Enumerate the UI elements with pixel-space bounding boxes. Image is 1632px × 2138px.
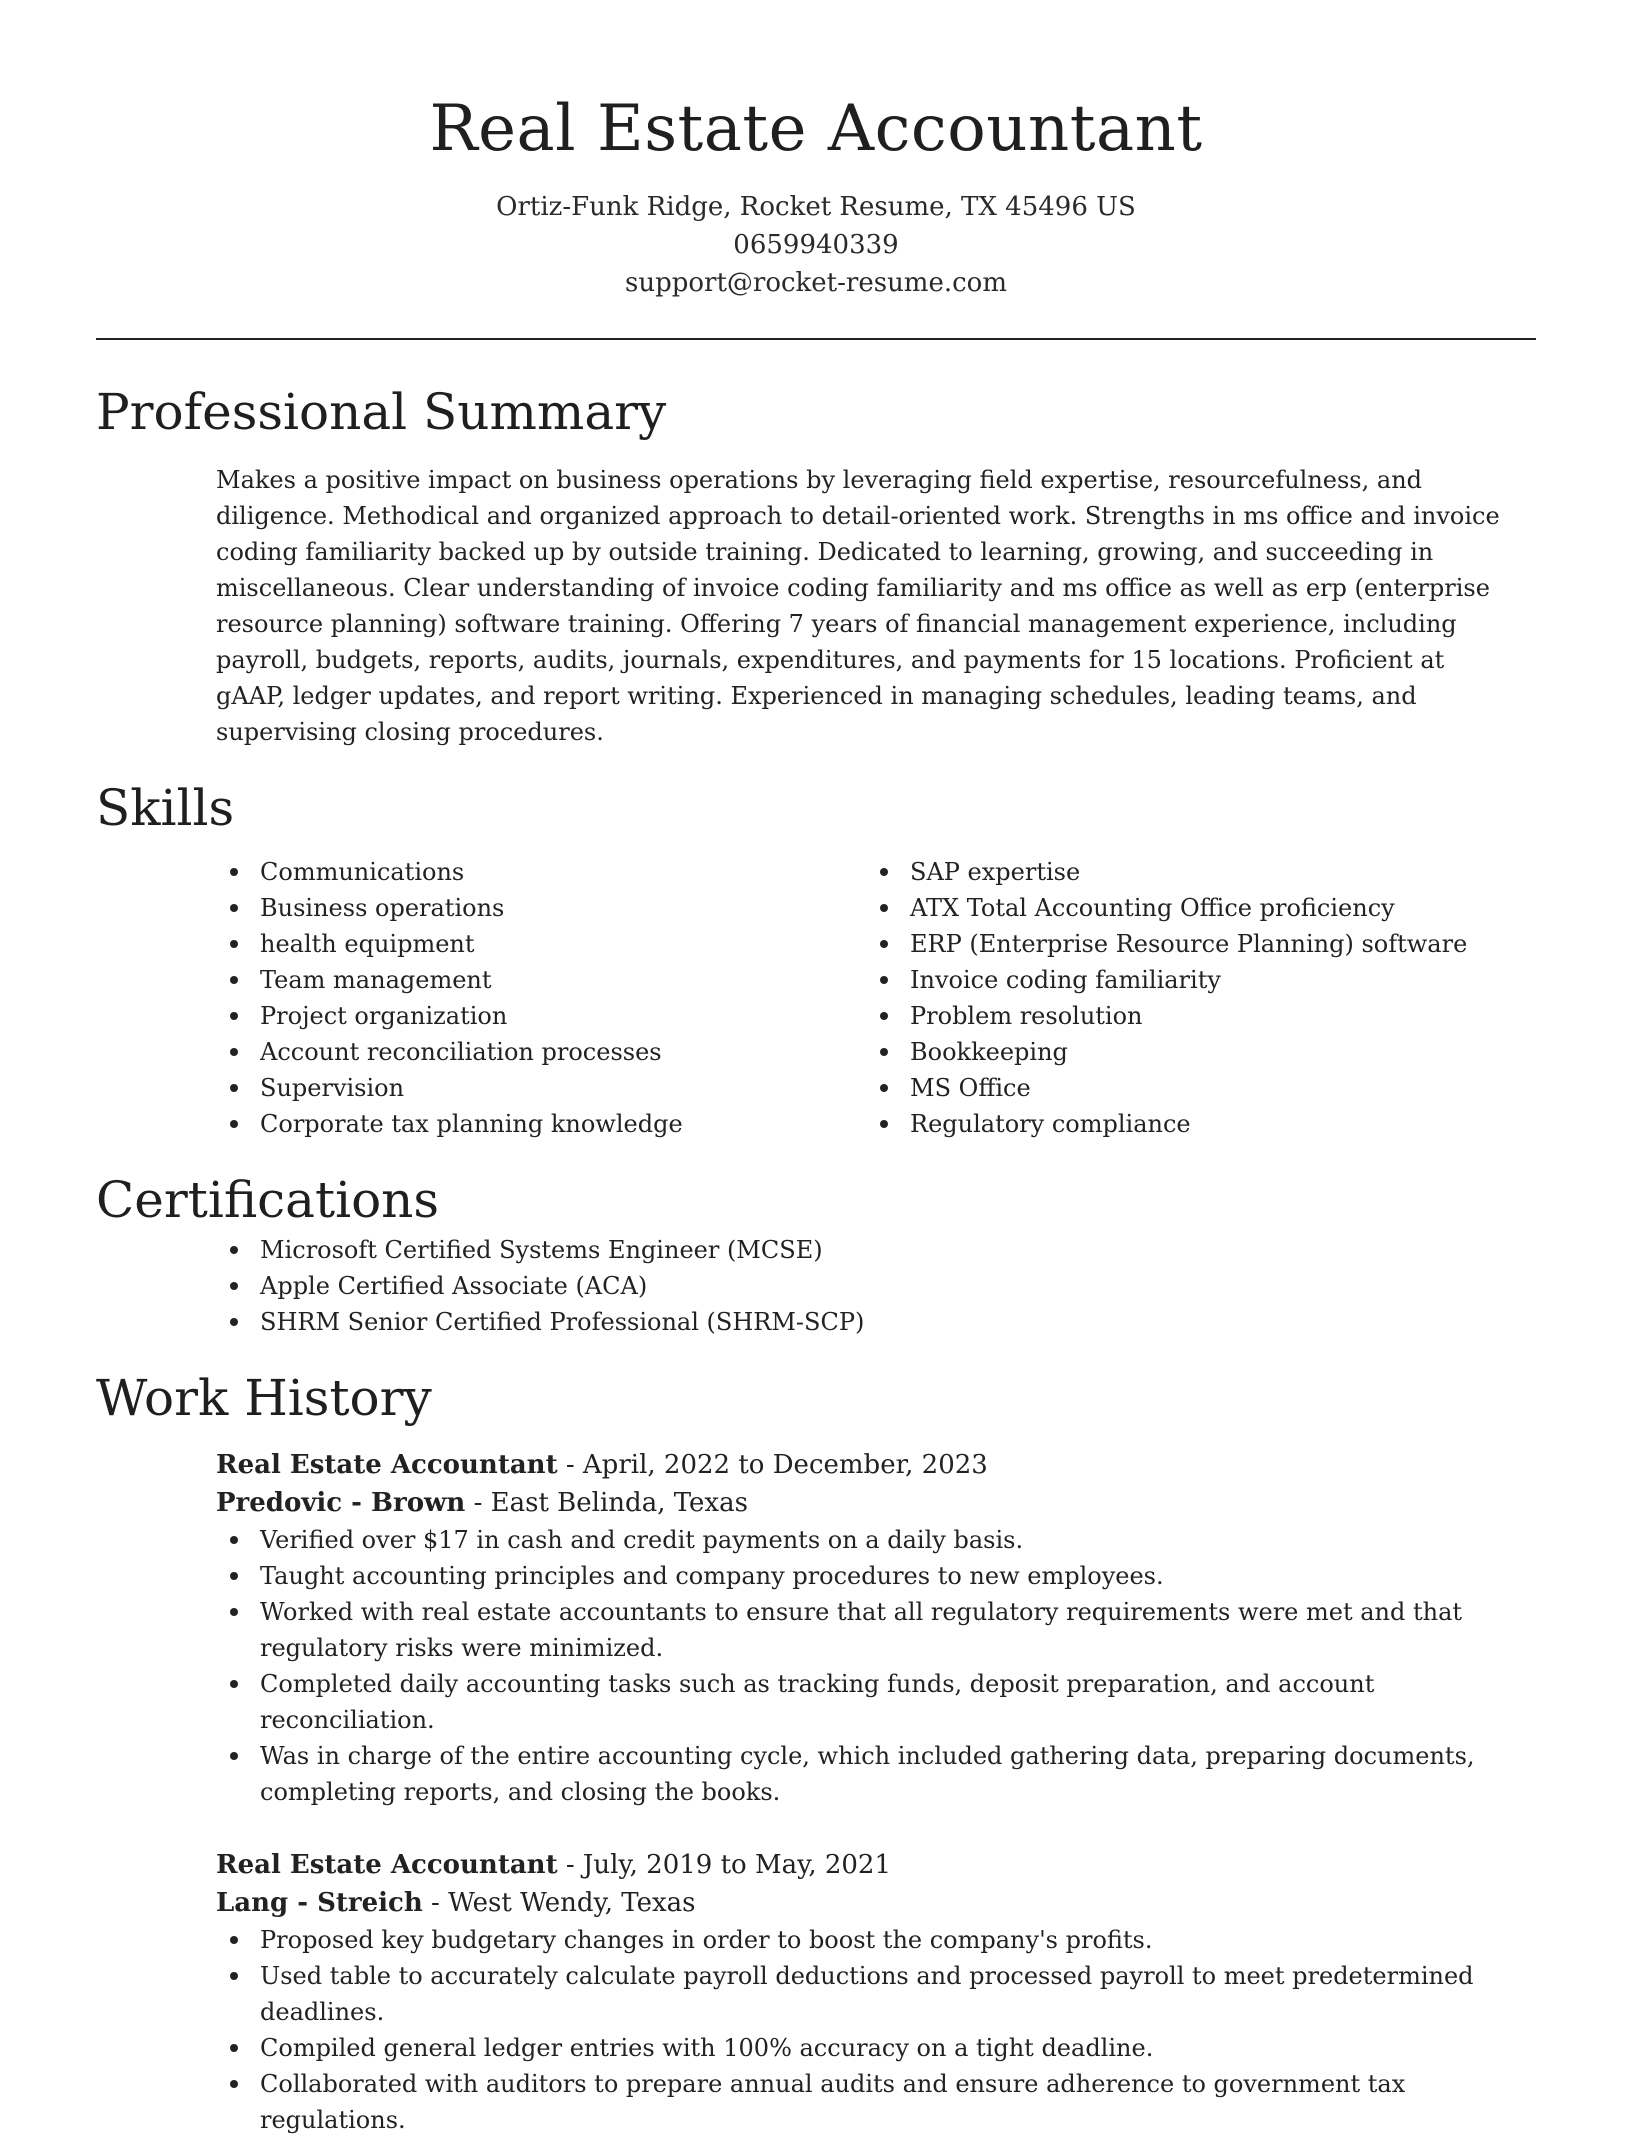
skill-item: Communications (260, 854, 866, 890)
job-bullet: Verified over $17 in cash and credit payments on a daily basis. (260, 1522, 1516, 1558)
skill-item: Invoice coding familiarity (910, 962, 1516, 998)
job-entry (216, 1446, 1516, 1810)
job-employer (216, 1884, 1516, 1922)
skill-item: Project organization (260, 998, 866, 1034)
job-bullets (216, 1922, 1516, 2138)
work-section (96, 1366, 1536, 2138)
job-dates: - July, 2019 to May, 2021 (557, 1850, 892, 1880)
job-bullet: Collaborated with auditors to prepare annual audits and ensure adherence to government tax regulations. (260, 2066, 1516, 2138)
job-location: - East Belinda, Texas (465, 1488, 748, 1518)
skill-item: health equipment (260, 926, 866, 962)
job-bullet: Proposed key budgetary changes in order to boost the company's profits. (260, 1922, 1516, 1958)
job-bullet: Completed daily accounting tasks such as tracking funds, deposit preparation, and account reconciliation. (260, 1666, 1516, 1738)
summary-body (96, 462, 1536, 750)
skills-grid (216, 854, 1516, 1142)
job-location: - West Wendy, Texas (422, 1888, 696, 1918)
skill-item: ATX Total Accounting Office proficiency (910, 890, 1516, 926)
contact-phone: 0659940339 (733, 230, 899, 260)
certification-item: Microsoft Certified Systems Engineer (MCSE) (260, 1232, 1516, 1268)
work-body (96, 1446, 1536, 2138)
skill-item: Team management (260, 962, 866, 998)
skill-item: Account reconciliation processes (260, 1034, 866, 1070)
skills-list-right (866, 854, 1516, 1142)
skill-item: Supervision (260, 1070, 866, 1106)
job-company: Lang - Streich (216, 1888, 423, 1918)
summary-title: Professional Summary (96, 383, 667, 441)
summary-text: Makes a positive impact on business operations by leveraging field expertise, resourcefulness, and diligence. Methodical and organized approach to detail-oriented work. Strengths in ms office and invoice coding familiarity backed up by outside training. Dedicated to learning, growing, and succeeding in miscellaneous. Clear understanding of invoice coding familiarity and ms office as well as erp (enterprise resource planning) software training. Offering 7 years of financial management experience, including payroll, budgets, reports, audits, journals, expenditures, and payments for 15 locations. Proficient at gAAP, ledger updates, and report writing. Experienced in managing schedules, leading teams, and supervising closing procedures. (216, 466, 1500, 746)
skill-item: Bookkeeping (910, 1034, 1516, 1070)
header-divider (96, 338, 1536, 340)
job-dates: - April, 2022 to December, 2023 (557, 1450, 988, 1480)
job-bullets (216, 1522, 1516, 1810)
certifications-title: Certifications (96, 1171, 440, 1229)
skill-item: ERP (Enterprise Resource Planning) software (910, 926, 1516, 962)
job-title: Real Estate Accountant (216, 1450, 558, 1480)
skill-item: Problem resolution (910, 998, 1516, 1034)
contact-address: Ortiz-Funk Ridge, Rocket Resume, TX 45496 US (496, 192, 1136, 222)
job-heading (216, 1446, 1516, 1484)
job-heading (216, 1846, 1516, 1884)
skill-item: Business operations (260, 890, 866, 926)
job-employer (216, 1484, 1516, 1522)
contact-email: support@rocket-resume.com (624, 268, 1007, 298)
job-company: Predovic - Brown (216, 1488, 466, 1518)
skill-item: MS Office (910, 1070, 1516, 1106)
certification-item: SHRM Senior Certified Professional (SHRM-SCP) (260, 1304, 1516, 1340)
job-bullet: Used table to accurately calculate payroll deductions and processed payroll to meet predetermined deadlines. (260, 1958, 1516, 2030)
skills-body (96, 854, 1536, 1142)
page-title: Real Estate Accountant (429, 92, 1203, 166)
contact-block (96, 188, 1536, 302)
resume-header (96, 0, 1536, 302)
certifications-list (216, 1232, 1516, 1340)
skill-item: SAP expertise (910, 854, 1516, 890)
certifications-body (96, 1232, 1536, 1340)
job-bullet: Worked with real estate accountants to ensure that all regulatory requirements were met and that regulatory risks were minimized. (260, 1594, 1516, 1666)
job-bullet: Was in charge of the entire accounting cycle, which included gathering data, preparing documents, completing reports, and closing the books. (260, 1738, 1516, 1810)
job-bullet: Taught accounting principles and company procedures to new employees. (260, 1558, 1516, 1594)
skill-item: Regulatory compliance (910, 1106, 1516, 1142)
work-title: Work History (96, 1369, 432, 1427)
job-bullet: Compiled general ledger entries with 100% accuracy on a tight deadline. (260, 2030, 1516, 2066)
skills-list-left (216, 854, 866, 1142)
skills-title: Skills (96, 779, 235, 837)
job-entry (216, 1846, 1516, 2138)
skills-section (96, 776, 1536, 1142)
certifications-section (96, 1168, 1536, 1340)
summary-section (96, 380, 1536, 750)
job-title: Real Estate Accountant (216, 1850, 558, 1880)
skill-item: Corporate tax planning knowledge (260, 1106, 866, 1142)
certification-item: Apple Certified Associate (ACA) (260, 1268, 1516, 1304)
